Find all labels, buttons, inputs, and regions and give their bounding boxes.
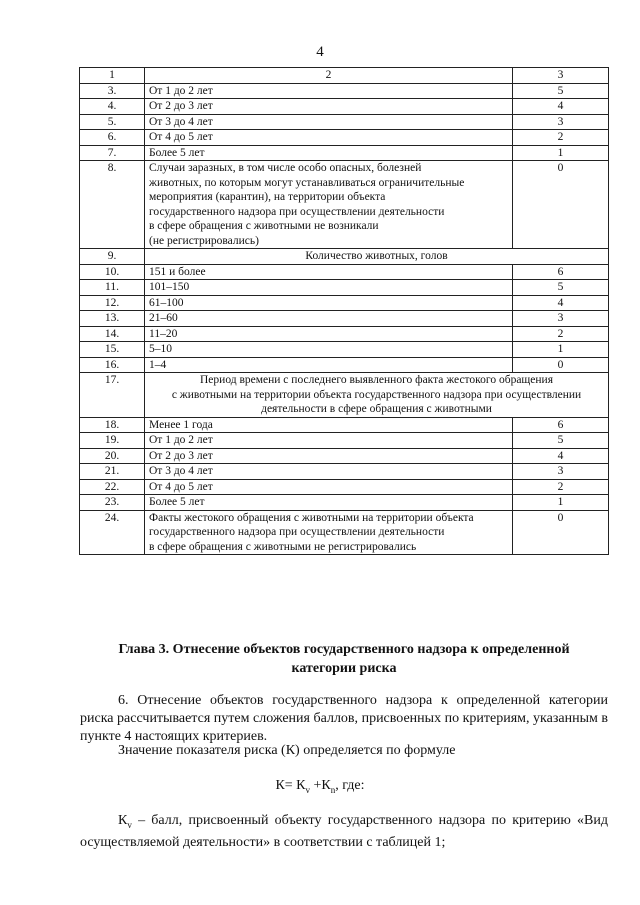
- row-score: 0: [513, 161, 609, 249]
- row-score: 1: [513, 342, 609, 358]
- table-row: [80, 357, 609, 373]
- row-number: 23.: [80, 495, 145, 511]
- paragraph-6: 6. Отнесение объектов государственного надзора к определенной категории риска рассчитывается путем сложения баллов, присвоенных по критериям, указанным в пункте 4 настоящих критериев.: [80, 693, 608, 744]
- paragraph-kv-definition: [80, 812, 608, 852]
- cell-line: с животными на территории объекта государственного надзора при осуществлении: [171, 388, 582, 401]
- row-number: 5.: [80, 114, 145, 130]
- row-number: 14.: [80, 326, 145, 342]
- section-row: [80, 249, 609, 265]
- formula-sub-n: n: [330, 784, 336, 795]
- row-number: 11.: [80, 280, 145, 296]
- row-number: 16.: [80, 357, 145, 373]
- row-criterion: От 4 до 5 лет: [145, 479, 513, 495]
- row-score: 2: [513, 326, 609, 342]
- row-criterion: От 3 до 4 лет: [145, 114, 513, 130]
- row-number: 19.: [80, 433, 145, 449]
- row-number: 9.: [80, 249, 145, 265]
- header-col-1: 1: [80, 68, 145, 84]
- cell-line: Факты жестокого обращения с животными на территории объекта: [149, 511, 474, 524]
- table-row: [80, 417, 609, 433]
- cell-line: в сфере обращения с животными не регистрировались: [149, 540, 417, 553]
- formula-k: К= К: [275, 778, 306, 793]
- header-col-3: 3: [513, 68, 609, 84]
- table-row: [80, 264, 609, 280]
- formula-plus: +К: [310, 778, 331, 793]
- header-col-2: 2: [145, 68, 513, 84]
- table-row: [80, 83, 609, 99]
- row-criterion: От 2 до 3 лет: [145, 99, 513, 115]
- cell-line: мероприятия (карантин), на территории объекта: [149, 191, 386, 203]
- formula-tail: , где:: [335, 778, 365, 793]
- row-score: 4: [513, 295, 609, 311]
- row-score: 0: [513, 357, 609, 373]
- section-title: Количество животных, голов: [145, 249, 609, 265]
- row-number: 20.: [80, 448, 145, 464]
- row-score: 6: [513, 417, 609, 433]
- page-number: 4: [316, 44, 324, 60]
- row-score: 5: [513, 433, 609, 449]
- row-criterion: От 1 до 2 лет: [145, 83, 513, 99]
- cell-line: в сфере обращения с животными не возникали: [149, 220, 379, 232]
- table-row: [80, 464, 609, 480]
- table-row: [80, 495, 609, 511]
- row-number: 12.: [80, 295, 145, 311]
- kv-symbol: К: [118, 813, 128, 828]
- cell-line: Случаи заразных, в том числе особо опасных, болезней: [149, 162, 422, 174]
- table-row: [80, 311, 609, 327]
- row-score: 3: [513, 464, 609, 480]
- cell-line: Период времени с последнего выявленного факта жестокого обращения: [200, 374, 553, 386]
- section-row: [80, 373, 609, 418]
- row-number: 21.: [80, 464, 145, 480]
- table-row: [80, 342, 609, 358]
- row-criterion: 11–20: [145, 326, 513, 342]
- row-score: 4: [513, 448, 609, 464]
- row-number: 18.: [80, 417, 145, 433]
- row-score: 4: [513, 99, 609, 115]
- row-score: 1: [513, 495, 609, 511]
- section-title: [145, 373, 609, 418]
- table-row: [80, 114, 609, 130]
- row-number: 4.: [80, 99, 145, 115]
- table-row: [80, 433, 609, 449]
- row-score: 3: [513, 114, 609, 130]
- row-number: 15.: [80, 342, 145, 358]
- row-score: 2: [513, 479, 609, 495]
- row-criterion: 5–10: [145, 342, 513, 358]
- row-criterion: От 4 до 5 лет: [145, 130, 513, 146]
- row-criterion: Менее 1 года: [145, 417, 513, 433]
- risk-formula: [0, 778, 640, 795]
- criteria-table: [79, 67, 609, 555]
- row-criterion: От 2 до 3 лет: [145, 448, 513, 464]
- row-number: 17.: [80, 373, 145, 418]
- row-score: 2: [513, 130, 609, 146]
- row-criterion: [145, 161, 513, 249]
- row-score: 1: [513, 145, 609, 161]
- cell-line: животных, по которым могут устанавливаться ограничительные: [149, 176, 465, 189]
- cell-line: государственного надзора при осуществлении деятельности: [149, 526, 445, 538]
- row-criterion: Более 5 лет: [145, 145, 513, 161]
- row-criterion: От 3 до 4 лет: [145, 464, 513, 480]
- row-number: 10.: [80, 264, 145, 280]
- table-row: [80, 280, 609, 296]
- row-criterion: 21–60: [145, 311, 513, 327]
- row-number: 8.: [80, 161, 145, 249]
- table-row: [80, 479, 609, 495]
- row-score: 5: [513, 83, 609, 99]
- row-number: 6.: [80, 130, 145, 146]
- row-criterion: От 1 до 2 лет: [145, 433, 513, 449]
- row-criterion: 61–100: [145, 295, 513, 311]
- table-row: [80, 99, 609, 115]
- row-score: 0: [513, 510, 609, 555]
- row-number: 7.: [80, 145, 145, 161]
- table-row: [80, 448, 609, 464]
- row-score: 5: [513, 280, 609, 296]
- row-score: 3: [513, 311, 609, 327]
- paragraph-risk-value: Значение показателя риска (К) определяется по формуле: [118, 743, 456, 758]
- table-row: [80, 295, 609, 311]
- formula-sub-v: v: [305, 784, 311, 795]
- row-criterion: [145, 510, 513, 555]
- table-row: [80, 161, 609, 249]
- row-criterion: 151 и более: [145, 264, 513, 280]
- row-criterion: Более 5 лет: [145, 495, 513, 511]
- row-number: 3.: [80, 83, 145, 99]
- chapter-title: [80, 640, 608, 678]
- kv-sub: v: [127, 819, 132, 830]
- row-criterion: 1–4: [145, 357, 513, 373]
- table-header-row: [80, 68, 609, 84]
- row-number: 22.: [80, 479, 145, 495]
- table-row: [80, 326, 609, 342]
- row-number: 13.: [80, 311, 145, 327]
- row-criterion: 101–150: [145, 280, 513, 296]
- table-row: [80, 145, 609, 161]
- cell-line: государственного надзора при осуществлении деятельности: [149, 205, 445, 218]
- table-row: [80, 510, 609, 555]
- row-number: 24.: [80, 510, 145, 555]
- chapter-title-line: категории риска: [291, 661, 397, 676]
- chapter-title-line: Глава 3. Отнесение объектов государственного надзора к определенной: [118, 642, 570, 657]
- row-score: 6: [513, 264, 609, 280]
- cell-line: (не регистрировались): [149, 234, 259, 247]
- kv-definition-text: – балл, присвоенный объекту государственного надзора по критерию «Вид осуществляемой деятельности» в соответствии с таблицей 1;: [80, 813, 608, 850]
- cell-line: деятельности в сфере обращения с животными: [261, 403, 492, 415]
- table-row: [80, 130, 609, 146]
